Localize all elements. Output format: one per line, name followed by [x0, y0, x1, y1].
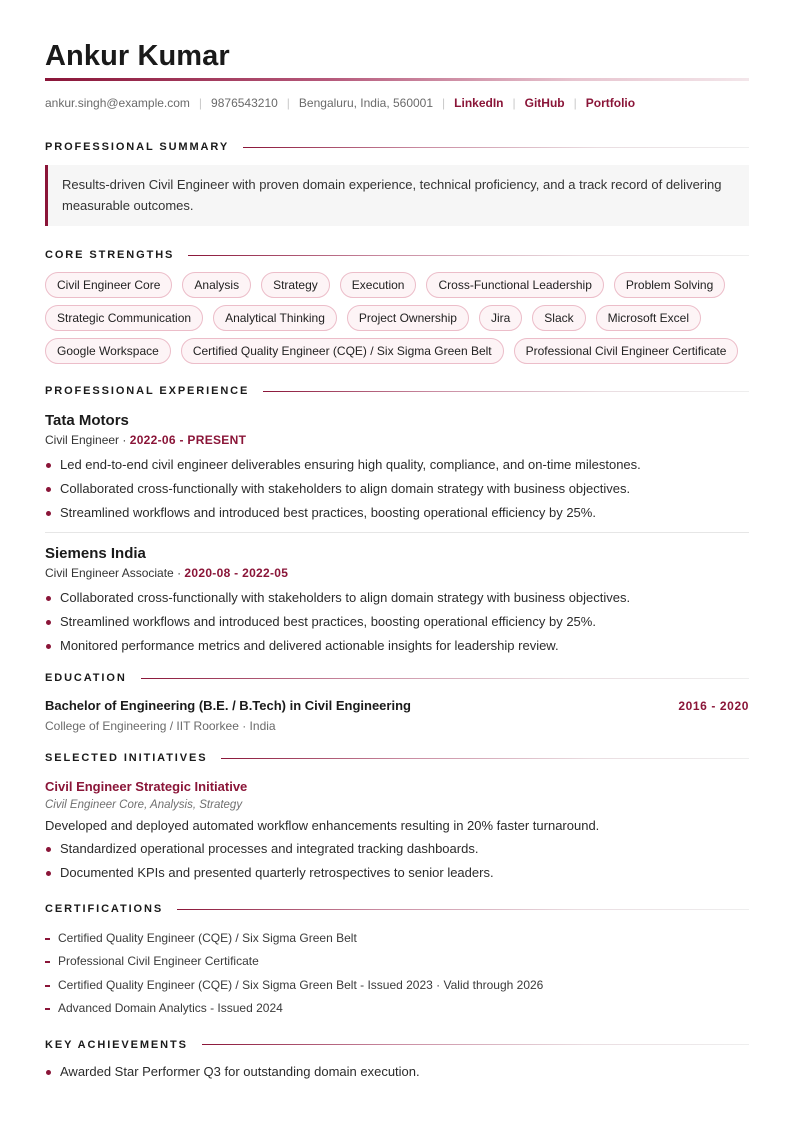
section-title: SELECTED INITIATIVES: [45, 752, 208, 764]
job-role: Civil Engineer: [45, 433, 120, 447]
section-header-education: [45, 672, 749, 684]
contact-separator: |: [573, 96, 577, 110]
strength-chip: Certified Quality Engineer (CQE) / Six Sigma Green Belt: [181, 338, 504, 364]
job-meta: [45, 432, 749, 448]
contact-phone: 9876543210: [211, 96, 278, 110]
job-bullet: Collaborated cross-functionally with stakeholders to align domain strategy with business objectives.: [45, 586, 749, 610]
section-title: CERTIFICATIONS: [45, 903, 164, 915]
job-role: Civil Engineer Associate: [45, 566, 174, 580]
strength-chip: Project Ownership: [347, 305, 469, 331]
contact-separator: |: [198, 96, 203, 110]
meta-separator: ·: [119, 433, 130, 447]
job-dates: 2020-08 - 2022-05: [184, 566, 289, 580]
initiative-description: Developed and deployed automated workflow enhancements resulting in 20% faster turnaround.: [45, 818, 600, 833]
job-bullet: Streamlined workflows and introduced best practices, boosting operational efficiency by 25%.: [45, 501, 749, 525]
strength-chip: Slack: [532, 305, 585, 331]
strength-chip: Strategic Communication: [45, 305, 203, 331]
section-header-strengths: [45, 249, 749, 261]
contact-line: [45, 95, 749, 111]
section-title: PROFESSIONAL SUMMARY: [45, 141, 230, 153]
section-header-experience: [45, 385, 749, 397]
contact-separator: |: [442, 96, 446, 110]
education-degree: Bachelor of Engineering (B.E. / B.Tech) in Civil Engineering: [45, 698, 411, 713]
achievement-item: Awarded Star Performer Q3 for outstanding domain execution.: [45, 1060, 749, 1084]
strength-chip: Problem Solving: [614, 272, 725, 298]
section-title: PROFESSIONAL EXPERIENCE: [45, 385, 250, 397]
job-company: Siemens India: [45, 545, 146, 562]
education-years: 2016 - 2020: [678, 699, 749, 713]
section-rule: [141, 678, 749, 679]
contact-email: ankur.singh@example.com: [45, 96, 190, 110]
strength-chips: [45, 272, 749, 371]
strength-chip: Professional Civil Engineer Certificate: [514, 338, 739, 364]
section-title: EDUCATION: [45, 672, 127, 684]
contact-location: Bengaluru, India, 560001: [298, 96, 434, 110]
contact-separator: |: [286, 96, 290, 110]
strength-chip: Civil Engineer Core: [45, 272, 172, 298]
initiative-title: Civil Engineer Strategic Initiative: [45, 779, 248, 794]
section-title: CORE STRENGTHS: [45, 249, 175, 261]
github-link[interactable]: GitHub: [524, 96, 565, 110]
name-underline: [45, 78, 749, 81]
certification-item: Advanced Domain Analytics - Issued 2024: [45, 997, 749, 1020]
section-header-certifications: [45, 903, 749, 915]
strength-chip: Cross-Functional Leadership: [426, 272, 603, 298]
certification-item: Certified Quality Engineer (CQE) / Six Sigma Green Belt: [45, 927, 749, 950]
section-header-achievements: [45, 1039, 749, 1051]
initiative-bullet: Standardized operational processes and integrated tracking dashboards.: [45, 837, 749, 861]
section-title: KEY ACHIEVEMENTS: [45, 1038, 188, 1051]
job-bullets: [45, 453, 749, 525]
initiative-tags: Civil Engineer Core, Analysis, Strategy: [45, 799, 243, 811]
section-header-initiatives: [45, 752, 749, 764]
job-bullets: [45, 586, 749, 658]
contact-separator: |: [512, 96, 516, 110]
certification-item: Certified Quality Engineer (CQE) / Six Sigma Green Belt - Issued 2023 · Valid through 2026: [45, 974, 749, 997]
strength-chip: Strategy: [261, 272, 330, 298]
section-rule: [177, 909, 749, 910]
job-dates: 2022-06 - PRESENT: [129, 433, 247, 447]
job-bullet: Streamlined workflows and introduced best practices, boosting operational efficiency by 25%.: [45, 610, 749, 634]
certification-list: [45, 927, 749, 1021]
strength-chip: Google Workspace: [45, 338, 171, 364]
strength-chip: Microsoft Excel: [596, 305, 701, 331]
job-bullet: Monitored performance metrics and delivered actionable insights for leadership review.: [45, 634, 749, 658]
education-entry: [45, 698, 749, 713]
initiative-bullets: [45, 837, 749, 885]
section-rule: [221, 758, 749, 759]
section-rule: [263, 391, 749, 392]
section-header-summary: [45, 141, 749, 153]
initiative-bullet: Documented KPIs and presented quarterly retrospectives to senior leaders.: [45, 861, 749, 885]
job-entry: [45, 411, 749, 533]
achievement-list: [45, 1060, 749, 1084]
portfolio-link[interactable]: Portfolio: [585, 96, 636, 110]
job-bullet: Led end-to-end civil engineer deliverables ensuring high quality, compliance, and on-time milestones.: [45, 453, 749, 477]
job-company: Tata Motors: [45, 412, 129, 429]
strength-chip: Analytical Thinking: [213, 305, 337, 331]
strength-chip: Execution: [340, 272, 417, 298]
certification-item: Professional Civil Engineer Certificate: [45, 950, 749, 973]
candidate-name: Ankur Kumar: [45, 40, 230, 72]
section-rule: [243, 147, 749, 148]
job-divider: [45, 532, 749, 533]
job-bullet: Collaborated cross-functionally with stakeholders to align domain strategy with business objectives.: [45, 477, 749, 501]
job-entry: [45, 544, 749, 658]
section-rule: [188, 255, 749, 256]
summary-text: Results-driven Civil Engineer with proven domain experience, technical proficiency, and a track record of delivering measurable outcomes.: [45, 165, 749, 226]
section-rule: [202, 1044, 749, 1045]
meta-separator: ·: [173, 566, 185, 580]
education-school: College of Engineering / IIT Roorkee · India: [45, 719, 276, 733]
strength-chip: Analysis: [182, 272, 251, 298]
strength-chip: Jira: [479, 305, 522, 331]
linkedin-link[interactable]: LinkedIn: [454, 96, 504, 110]
job-meta: [45, 565, 749, 581]
